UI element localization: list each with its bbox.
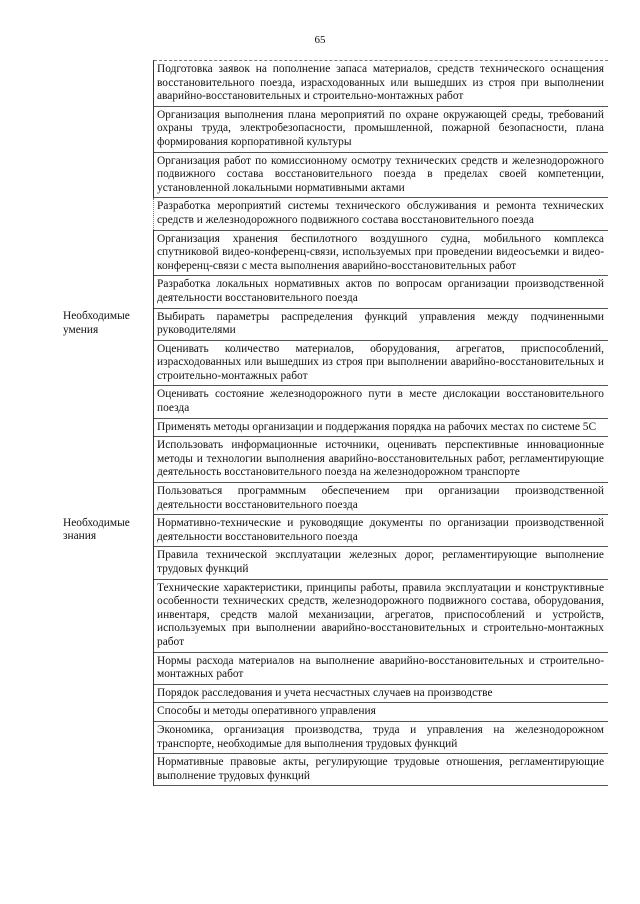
row-text: Нормативные правовые акты, регулирующие трудовые отношения, регламентирующие выполнение трудовых функций bbox=[154, 754, 609, 786]
row-label bbox=[60, 418, 154, 437]
table-row bbox=[60, 386, 608, 418]
row-label bbox=[60, 547, 154, 579]
row-text: Организация хранения беспилотного воздушного судна, мобильного комплекса спутниковой видео-конференц-связи, используемых при проведении видеосъемки и видео-конференц-связи с места выполнения аварийно-восстановительных работ bbox=[154, 230, 609, 276]
row-text: Подготовка заявок на пополнение запаса материалов, средств технического оснащения восстановительного поезда, израсходованных или вышедших из строя при выполнении аварийно-восстановительных и строительно-монтажных работ bbox=[154, 61, 609, 107]
row-label bbox=[60, 276, 154, 308]
row-label bbox=[60, 152, 154, 198]
table-row bbox=[60, 547, 608, 579]
table-row bbox=[60, 418, 608, 437]
row-label bbox=[60, 579, 154, 652]
row-text: Оценивать количество материалов, оборудования, агрегатов, приспособлений, израсходованных или вышедших из строя при выполнении аварийно-восстановительных и строительно-монтажных работ bbox=[154, 340, 609, 386]
table-row bbox=[60, 721, 608, 753]
row-text: Применять методы организации и поддержания порядка на рабочих местах по системе 5С bbox=[154, 418, 609, 437]
row-text: Способы и методы оперативного управления bbox=[154, 703, 609, 722]
row-label bbox=[60, 703, 154, 722]
page-number: 65 bbox=[314, 34, 326, 46]
row-label-skills: Необходимые умения bbox=[60, 308, 154, 340]
row-label bbox=[60, 721, 154, 753]
table-row bbox=[60, 684, 608, 703]
table-row bbox=[60, 152, 608, 198]
row-label bbox=[60, 386, 154, 418]
row-text: Разработка мероприятий системы технического обслуживания и ремонта технических средств и железнодорожного подвижного состава восстановительного поезда bbox=[154, 198, 609, 230]
row-text: Оценивать состояние железнодорожного пути в месте дислокации восстановительного поезда bbox=[154, 386, 609, 418]
row-text: Экономика, организация производства, труда и управления на железнодорожном транспорте, необходимые для выполнения трудовых функций bbox=[154, 721, 609, 753]
table-row bbox=[60, 230, 608, 276]
requirements-table bbox=[60, 60, 608, 786]
row-label bbox=[60, 754, 154, 786]
table-row bbox=[60, 579, 608, 652]
table-row bbox=[60, 276, 608, 308]
row-text: Организация выполнения плана мероприятий по охране окружающей среды, требований охраны труда, электробезопасности, промышленной, пожарной безопасности, плана формирования корпоративной культуры bbox=[154, 106, 609, 152]
row-text: Разработка локальных нормативных актов по вопросам организации производственной деятельности восстановительного поезда bbox=[154, 276, 609, 308]
table-row bbox=[60, 652, 608, 684]
row-label-knowledge: Необходимые знания bbox=[60, 515, 154, 547]
table-row bbox=[60, 483, 608, 515]
table-row bbox=[60, 703, 608, 722]
row-label bbox=[60, 437, 154, 483]
table-row bbox=[60, 198, 608, 230]
row-text: Пользоваться программным обеспечением при организации производственной деятельности восстановительного поезда bbox=[154, 483, 609, 515]
table-row bbox=[60, 437, 608, 483]
row-label bbox=[60, 230, 154, 276]
row-text: Организация работ по комиссионному осмотру технических средств и железнодорожного подвижного состава восстановительного поезда в пределах своей компетенции, установленной локальными нормативными актами bbox=[154, 152, 609, 198]
table-row bbox=[60, 308, 608, 340]
table-row bbox=[60, 106, 608, 152]
table-row bbox=[60, 754, 608, 786]
row-label bbox=[60, 483, 154, 515]
row-text: Порядок расследования и учета несчастных случаев на производстве bbox=[154, 684, 609, 703]
row-text: Технические характеристики, принципы работы, правила эксплуатации и конструктивные особенности технических средств, железнодорожного подвижного состава, оборудования, инвентаря, средств малой механизации, агрегатов, приспособлений и устройств, используемых при выполнении аварийно-восстановительных и строительно-монтажных работ bbox=[154, 579, 609, 652]
row-text: Использовать информационные источники, оценивать перспективные инновационные методы и технологии выполнения аварийно-восстановительных работ, регламентирующие деятельность восстановительного поезда на железнодорожном транспорте bbox=[154, 437, 609, 483]
row-text: Нормы расхода материалов на выполнение аварийно-восстановительных и строительно-монтажных работ bbox=[154, 652, 609, 684]
table-row bbox=[60, 515, 608, 547]
table-row bbox=[60, 340, 608, 386]
row-label bbox=[60, 340, 154, 386]
table-row bbox=[60, 61, 608, 107]
row-text: Нормативно-технические и руководящие документы по организации производственной деятельности восстановительного поезда bbox=[154, 515, 609, 547]
row-label bbox=[60, 684, 154, 703]
row-label bbox=[60, 652, 154, 684]
row-label bbox=[60, 61, 154, 107]
row-label bbox=[60, 106, 154, 152]
row-text: Выбирать параметры распределения функций управления между подчиненными руководителями bbox=[154, 308, 609, 340]
row-text: Правила технической эксплуатации железных дорог, регламентирующие выполнение трудовых функций bbox=[154, 547, 609, 579]
row-label bbox=[60, 198, 154, 230]
